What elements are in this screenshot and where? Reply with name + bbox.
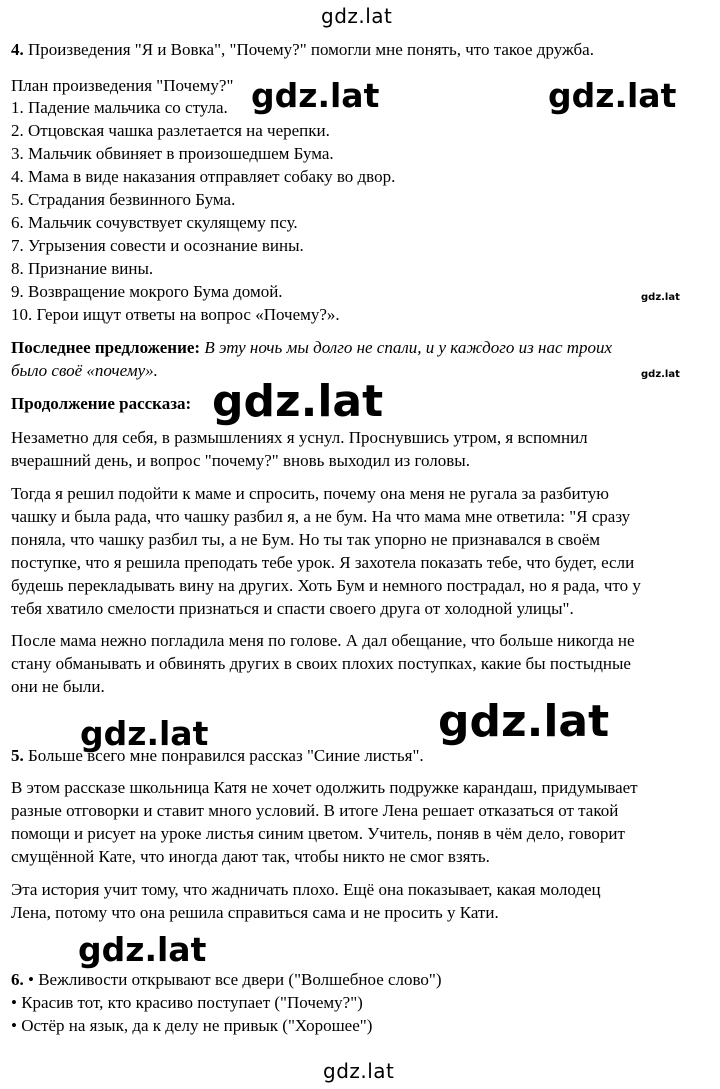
watermark-2: gdz.lat [548,76,677,115]
q4-number: 4. [11,40,24,59]
plan-item: 7. Угрызения совести и осознание вины. [11,236,304,255]
watermark-3: gdz.lat [212,376,384,427]
plan-title: План произведения "Почему?" [11,76,234,95]
watermark-tiny-2: gdz.lat [641,369,680,380]
plan-item: 3. Мальчик обвиняет в произошедшем Бума. [11,144,334,163]
q6-number: 6. [11,970,24,989]
watermark-6: gdz.lat [78,930,207,969]
paragraph-line: вчерашний день, и вопрос "почему?" вновь выходил из головы. [11,451,470,470]
last-sentence-label: Последнее предложение: [11,338,201,357]
paragraph-line: Тогда я решил подойти к маме и спросить, почему она меня не ругала за разбитую [11,484,609,503]
plan-item: 10. Герои ищут ответы на вопрос «Почему?». [11,305,340,324]
watermark-5: gdz.lat [438,696,610,747]
watermark-top: gdz.lat [321,4,393,28]
story-paragraph-2 [11,482,711,620]
paragraph-line: тебя хватило смелости признаться и спасти своего друга от холодной улицы". [11,599,574,618]
plan-item: 2. Отцовская чашка разлетается на черепки. [11,121,330,140]
last-sentence-text: В эту ночь мы долго не спали, и у каждого из нас троих [200,338,613,357]
q5-heading-text: Больше всего мне понравился рассказ "Синие листья". [23,746,424,765]
paragraph-line: поняла, что чашку разбил ты, а не Бум. Но ты так упорно не признавался в своём [11,530,600,549]
q4-heading-text: Произведения "Я и Вовка", "Почему?" помогли мне понять, что такое дружба. [23,40,594,59]
paragraph-line: В этом рассказе школьница Катя не хочет одолжить подружке карандаш, придумывает [11,778,638,797]
paragraph-line: смущённой Кате, что иногда дают так, чтобы никто не смог взять. [11,847,490,866]
story-paragraph-3 [11,629,711,698]
plan-item: 9. Возвращение мокрого Бума домой. [11,282,283,301]
last-sentence-text-2: было своё «почему». [11,361,158,380]
q4-heading [11,38,594,61]
q5-heading [11,744,424,767]
q5-paragraph-1 [11,776,711,868]
q5-paragraph-2 [11,878,711,924]
paragraph-line: Эта история учит тому, что жадничать плохо. Ещё она показывает, какая молодец [11,880,601,899]
q5-number: 5. [11,746,24,765]
continuation-label: Продолжение рассказа: [11,394,192,413]
plan-item: 4. Мама в виде наказания отправляет собаку во двор. [11,167,396,186]
paragraph-line: Лена, потому что она решила справиться сама и не просить у Кати. [11,903,499,922]
paragraph-line: чашку и была рада, что чашку разбил я, а не бум. На что мама мне ответила: "Я сразу [11,507,631,526]
paragraph-line: После мама нежно погладила меня по голове. А дал обещание, что больше никогда не [11,631,635,650]
paragraph-line: Незаметно для себя, в размышлениях я уснул. Проснувшись утром, я вспомнил [11,428,588,447]
q6-list [11,968,711,1037]
q6-item: • Остёр на язык, да к делу не привык ("Хорошее") [11,1016,373,1035]
watermark-4: gdz.lat [80,714,209,753]
plan-item: 6. Мальчик сочувствует скулящему псу. [11,213,298,232]
plan-list [11,96,711,326]
story-paragraph-1 [11,426,711,472]
plan-item: 1. Падение мальчика со стула. [11,98,228,117]
paragraph-line: стану обманывать и обвинять других в своих плохих поступках, какие бы постыдные [11,654,631,673]
paragraph-line: разные отговорки и ставит много условий. В итоге Лена решает отказаться от такой [11,801,619,820]
paragraph-line: они не были. [11,677,105,696]
watermark-tiny-1: gdz.lat [641,292,680,303]
paragraph-line: помощи и рисует на уроке листья синим цветом. Учитель, поняв в чём дело, говорит [11,824,625,843]
plan-item: 5. Страдания безвинного Бума. [11,190,236,209]
q6-item: • Вежливости открывают все двери ("Волшебное слово") [28,970,442,989]
q6-item: • Красив тот, кто красиво поступает ("Почему?") [11,993,363,1012]
watermark-bottom: gdz.lat [323,1059,395,1083]
watermark-1: gdz.lat [251,76,380,115]
paragraph-line: поступке, что я решила преподать тебе урок. Я захотела показать тебе, что будет, если [11,553,635,572]
plan-item: 8. Признание вины. [11,259,154,278]
last-sentence [11,336,711,382]
paragraph-line: будешь перекладывать вину на других. Хоть Бум и немного пострадал, но я рада, что у [11,576,641,595]
